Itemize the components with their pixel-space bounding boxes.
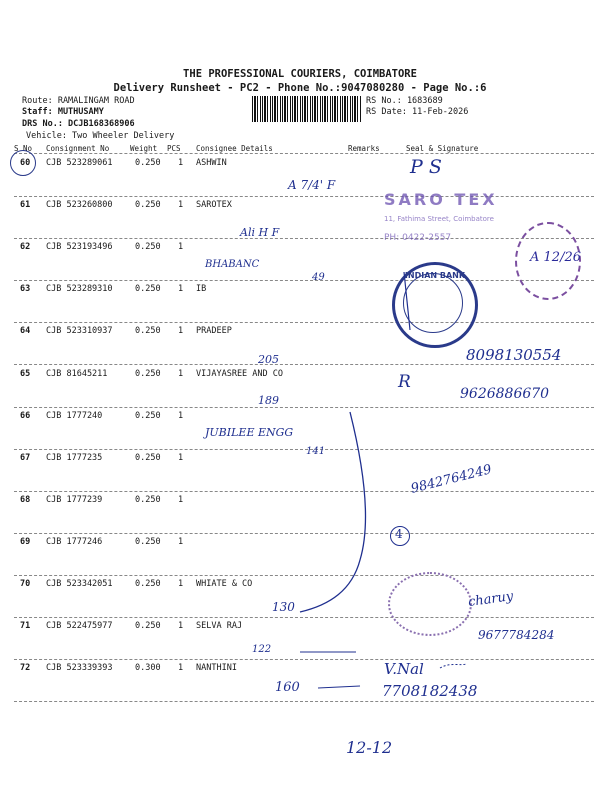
pcs-value: 1 [178, 579, 184, 589]
consignment-number: CJB 1777246 [46, 537, 103, 547]
col-remarks: Remarks [348, 144, 380, 153]
col-consignment: Consignment No [46, 144, 110, 153]
row-number: 67 [20, 453, 31, 463]
col-consignee: Consignee Details [196, 144, 273, 153]
hw-sign-65: R [398, 372, 411, 392]
pcs-value: 1 [178, 411, 184, 421]
hw-num-71: 122 [252, 644, 272, 655]
row-number: 63 [20, 284, 31, 294]
weight-value: 0.250 [135, 579, 161, 589]
consignee-name: NANTHINI [196, 663, 237, 673]
row-number: 65 [20, 369, 31, 379]
hw-phone-65: 9626886670 [460, 386, 550, 402]
drs-number: DRS No.: DCJB168368906 [22, 119, 135, 129]
row-number: 62 [20, 242, 31, 252]
row-number: 71 [20, 621, 31, 631]
bank-seal-name: INDIAN BANK [404, 271, 466, 280]
weight-value: 0.250 [135, 537, 161, 547]
row-number: 72 [20, 663, 31, 673]
row-number: 70 [20, 579, 31, 589]
sarotex-stamp-address: 11, Fathima Street, Coimbatore [384, 215, 494, 223]
row-number: 61 [20, 200, 31, 210]
weight-value: 0.250 [135, 369, 161, 379]
consignment-number: CJB 523310937 [46, 326, 113, 336]
consignment-number: CJB 81645211 [46, 369, 108, 379]
sarotex-stamp-title: SARO TEX [384, 190, 498, 209]
consignee-name: WHIATE & CO [196, 579, 253, 589]
consignment-number: CJB 523289310 [46, 284, 113, 294]
hw-note-62: BHABANC [205, 259, 260, 270]
hw-phone-64: 8098130554 [466, 346, 562, 364]
hw-num-72: 160 [275, 680, 300, 695]
hw-name-70: charuy [467, 588, 515, 611]
pcs-value: 1 [178, 537, 184, 547]
consignee-name: SELVA RAJ [196, 621, 243, 631]
hw-sign-72: V.Nal [384, 660, 424, 678]
pcs-value: 1 [178, 200, 184, 210]
weight-value: 0.250 [135, 200, 161, 210]
pcs-value: 1 [178, 242, 184, 252]
row-number: 66 [20, 411, 31, 421]
hw-num-64: 205 [258, 353, 279, 366]
hw-note-61: Ali H F [240, 226, 280, 239]
hw-initials-60: P S [410, 156, 442, 178]
weight-value: 0.250 [135, 326, 161, 336]
pcs-value: 1 [178, 663, 184, 673]
stamp-sign: A 12/26 [530, 250, 581, 265]
row-number: 68 [20, 495, 31, 505]
rs-number: RS No.: 1683689 [366, 96, 443, 106]
hw-num-66: 141 [306, 446, 326, 457]
consignment-number: CJB 522475977 [46, 621, 113, 631]
pcs-value: 1 [178, 495, 184, 505]
route-label: Route: RAMALINGAM ROAD [22, 96, 135, 106]
consignment-number: CJB 523339393 [46, 663, 113, 673]
consignee-name: IB [196, 284, 207, 294]
hw-phone-72: 7708182438 [382, 682, 478, 700]
col-sno: S No [14, 144, 33, 153]
consignment-number: CJB 1777239 [46, 495, 103, 505]
weight-value: 0.250 [135, 158, 161, 168]
weight-value: 0.250 [135, 242, 161, 252]
hw-note-66: JUBILEE ENGG [205, 426, 294, 439]
col-weight: Weight [130, 144, 158, 153]
pcs-value: 1 [178, 326, 184, 336]
hw-circle-68-num: 4 [395, 527, 403, 541]
pcs-value: 1 [178, 284, 184, 294]
consignment-number: CJB 523193496 [46, 242, 113, 252]
weight-value: 0.250 [135, 284, 161, 294]
consignee-name: PRADEEP [196, 326, 232, 336]
consignment-number: CJB 1777240 [46, 411, 103, 421]
consignment-number: CJB 1777235 [46, 453, 103, 463]
rs-date: RS Date: 11-Feb-2026 [366, 107, 469, 117]
col-seal: Seal & Signature [406, 144, 479, 153]
hw-footer-date: 12-12 [346, 738, 393, 757]
staff-label: Staff: MUTHUSAMY [22, 107, 104, 117]
consignment-number: CJB 523289061 [46, 158, 113, 168]
vehicle-label: Vehicle: Two Wheeler Delivery [26, 131, 175, 141]
row-number: 69 [20, 537, 31, 547]
weight-value: 0.250 [135, 621, 161, 631]
weight-value: 0.250 [135, 411, 161, 421]
company-name: THE PROFESSIONAL COURIERS, COIMBATORE [183, 68, 417, 80]
consignee-name: ASHWIN [196, 158, 227, 168]
row-number: 64 [20, 326, 31, 336]
weight-value: 0.250 [135, 453, 161, 463]
pcs-value: 1 [178, 158, 184, 168]
col-pcs: PCS [167, 144, 181, 153]
weight-value: 0.300 [135, 663, 161, 673]
hw-num-70: 130 [272, 600, 295, 614]
consignee-name: VIJAYASREE AND CO [196, 369, 283, 379]
runsheet-title: Delivery Runsheet - PC2 - Phone No.:9047080280 - Page No.:6 [113, 82, 487, 94]
consignment-number: CJB 523260800 [46, 200, 113, 210]
hw-phone-68: 9842764249 [409, 462, 494, 497]
consignment-number: CJB 523342051 [46, 579, 113, 589]
hw-phone-71: 9677784284 [478, 628, 555, 642]
pcs-value: 1 [178, 453, 184, 463]
weight-value: 0.250 [135, 495, 161, 505]
hw-num-62: 49 [312, 272, 325, 283]
pcs-value: 1 [178, 621, 184, 631]
sarotex-stamp-phone: PH: 0422-2557 [384, 233, 452, 243]
row-number: 60 [20, 158, 31, 168]
hw-num-65: 189 [258, 394, 279, 407]
hw-note-60: A 7/4' F [288, 178, 336, 192]
consignee-name: SAROTEX [196, 200, 232, 210]
pcs-value: 1 [178, 369, 184, 379]
